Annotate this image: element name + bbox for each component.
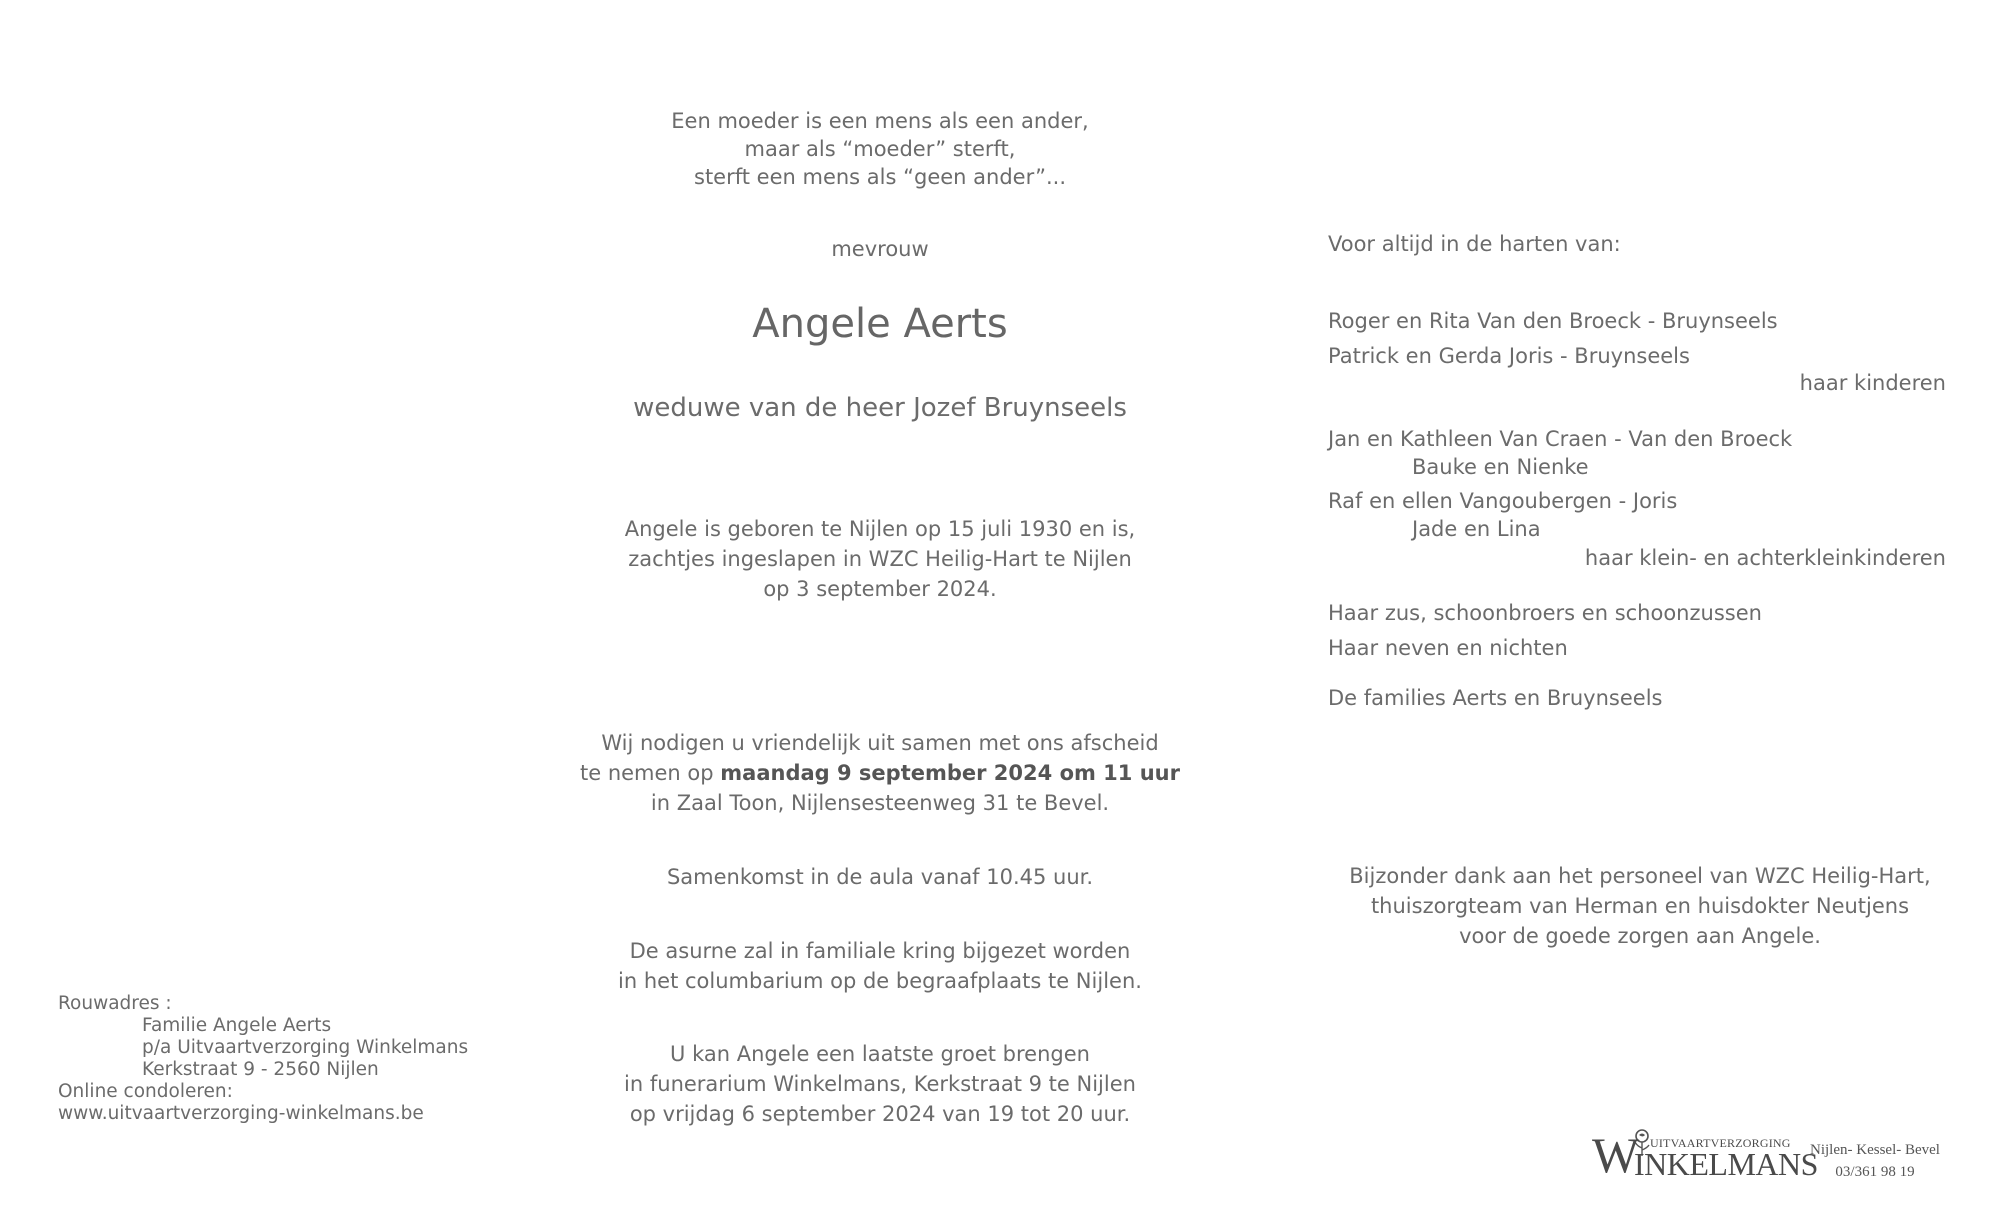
online-label: Online condoleren: [58, 1081, 233, 1102]
logo-top: UITVAARTVERZORGING [1650, 1136, 1791, 1150]
invite-line: in Zaal Toon, Nijlensesteenweg 31 te Bevel. [650, 791, 1110, 815]
invite-pre: te nemen op [580, 761, 721, 785]
birth-text [520, 514, 1240, 604]
thanks-text [1280, 861, 2000, 951]
grandchild-line: Raf en ellen Vangoubergen - Joris [1328, 489, 1678, 513]
thanks-line: Bijzonder dank aan het personeel van WZC Heilig-Hart, [1349, 864, 1931, 888]
families-line: De families Aerts en Bruynseels [1328, 686, 1663, 710]
urn-line: De asurne zal in familiale kring bijgezet worden [629, 939, 1131, 963]
salutation: mevrouw [831, 237, 929, 261]
thanks-line: voor de goede zorgen aan Angele. [1459, 924, 1821, 948]
cousins-line: Haar neven en nichten [1328, 636, 1568, 660]
child-line: Roger en Rita Van den Broeck - Bruynseels [1328, 309, 1778, 333]
invite-date: maandag 9 september 2024 om 11 uur [720, 761, 1180, 785]
logo-phone: 03/361 98 19 [1835, 1164, 1915, 1180]
poem [520, 106, 1240, 192]
invite-line: Wij nodigen u vriendelijk uit samen met ons afscheid [601, 731, 1159, 755]
address-line: Familie Angele Aerts [142, 1015, 332, 1036]
urn-line: in het columbarium op de begraafplaats te Nijlen. [618, 969, 1142, 993]
invitation [520, 728, 1240, 818]
website-link[interactable]: www.uitvaartverzorging-winkelmans.be [58, 1103, 424, 1124]
visit-line: in funerarium Winkelmans, Kerkstraat 9 te Nijlen [624, 1072, 1136, 1096]
widow-line: weduwe van de heer Jozef Bruynseels [633, 393, 1127, 423]
great-grandchildren: Bauke en Nienke [1412, 455, 1589, 479]
grandchild-line: Jan en Kathleen Van Craen - Van den Broeck [1328, 427, 1793, 451]
urn-text [520, 936, 1240, 996]
siblings-line: Haar zus, schoonbroers en schoonzussen [1328, 601, 1762, 625]
thanks-line: thuiszorgteam van Herman en huisdokter Neutjens [1370, 894, 1910, 918]
children-label: haar kinderen [1799, 371, 1946, 395]
invite-line [520, 758, 1240, 788]
gathering: Samenkomst in de aula vanaf 10.45 uur. [666, 865, 1094, 889]
poem-line: Een moeder is een mens als een ander, [671, 109, 1089, 133]
funeral-home-logo [1592, 1127, 1818, 1183]
poem-line: sterft een mens als “geen ander”... [694, 165, 1066, 189]
visit-line: U kan Angele een laatste groet brengen [670, 1042, 1090, 1066]
address-line: Kerkstraat 9 - 2560 Nijlen [142, 1059, 379, 1080]
visit-line: op vrijdag 6 september 2024 van 19 tot 20 uur. [629, 1102, 1131, 1126]
child-line: Patrick en Gerda Joris - Bruynseels [1328, 344, 1690, 368]
visit-text [520, 1039, 1240, 1129]
grandchildren-label: haar klein- en achterkleinkinderen [1584, 546, 1946, 570]
birth-line: Angele is geboren te Nijlen op 15 juli 1930 en is, [624, 517, 1136, 541]
address-line: p/a Uitvaartverzorging Winkelmans [142, 1037, 469, 1058]
logo-places: Nijlen- Kessel- Bevel [1810, 1142, 1940, 1158]
logo-contact [1795, 1139, 1955, 1183]
family-heading: Voor altijd in de harten van: [1328, 232, 1621, 256]
poem-line: maar als “moeder” sterft, [744, 137, 1016, 161]
address-label: Rouwadres : [58, 993, 172, 1014]
logo-initial: W [1592, 1127, 1640, 1183]
address-block [142, 1015, 468, 1081]
logo-name: INKELMANS [1634, 1146, 1818, 1182]
birth-line: op 3 september 2024. [763, 577, 997, 601]
great-grandchildren: Jade en Lina [1412, 517, 1541, 541]
deceased-name: Angele Aerts [752, 301, 1008, 347]
birth-line: zachtjes ingeslapen in WZC Heilig-Hart te Nijlen [628, 547, 1132, 571]
